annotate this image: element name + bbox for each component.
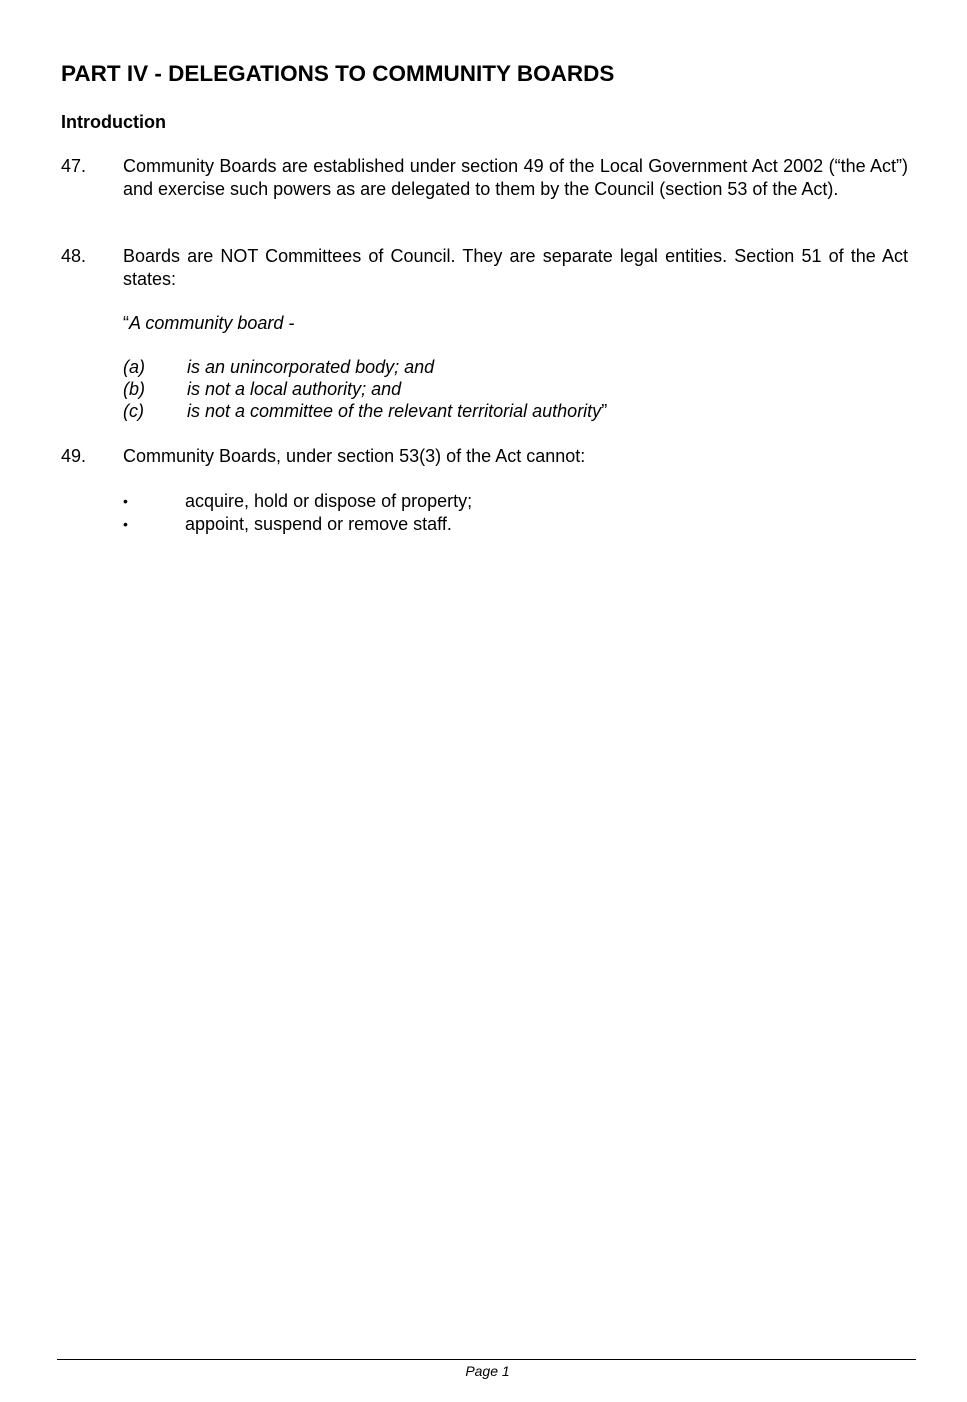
footer-divider	[57, 1359, 916, 1360]
bullet-icon: •	[123, 493, 128, 509]
quote-item-text: is an unincorporated body; and	[187, 357, 435, 377]
paragraph-text: Boards are NOT Committees of Council. They are separate legal entities. Section 51 of the Act states:	[123, 246, 908, 289]
quote-item-text-wrap	[187, 400, 607, 422]
quote-item-marker: (a)	[123, 357, 145, 377]
paragraph-number: 48.	[61, 246, 87, 266]
document-title: PART IV - DELEGATIONS TO COMMUNITY BOARDS	[61, 61, 615, 86]
section-heading-introduction: Introduction	[61, 112, 166, 132]
paragraph-number: 49.	[61, 446, 87, 466]
paragraph-text: Community Boards are established under section 49 of the Local Government Act 2002 (“the Act”) and exercise such powers as are delegated to them by the Council (section 53 of the Act).	[123, 156, 908, 199]
quote-close-mark: ”	[601, 401, 608, 422]
quote-item-marker: (b)	[123, 379, 145, 400]
quote-item-text: is not a committee of the relevant territorial authority	[187, 401, 602, 422]
quote-item-marker: (c)	[123, 401, 144, 422]
quote-lead	[123, 312, 294, 334]
paragraph-49	[61, 445, 908, 468]
paragraph-48	[61, 245, 908, 290]
paragraph-47	[61, 155, 908, 200]
paragraph-text: Community Boards, under section 53(3) of the Act cannot:	[123, 446, 586, 466]
bullet-text: appoint, suspend or remove staff.	[185, 513, 452, 534]
quote-lead-text: A community board -	[129, 313, 295, 333]
paragraph-number: 47.	[61, 156, 87, 176]
quote-item-text-wrap	[187, 378, 401, 400]
quote-item-text-wrap	[187, 356, 434, 378]
bullet-text: acquire, hold or dispose of property;	[185, 491, 473, 511]
quote-open-mark: “	[123, 313, 129, 333]
page-number: Page 1	[465, 1363, 510, 1379]
quote-item-text: is not a local authority; and	[187, 379, 402, 400]
bullet-icon: •	[123, 515, 128, 532]
